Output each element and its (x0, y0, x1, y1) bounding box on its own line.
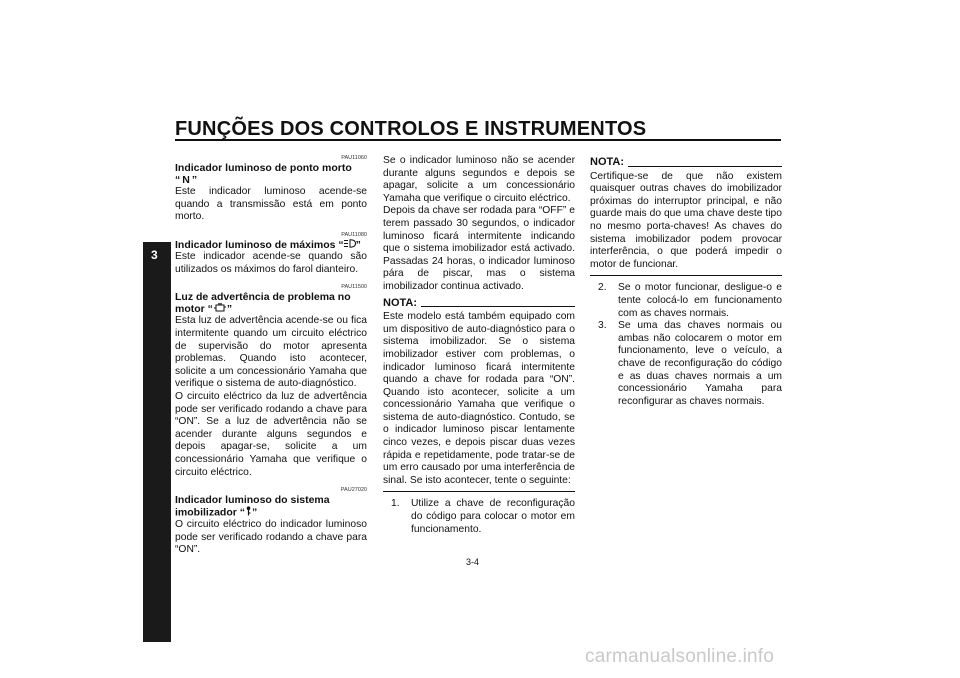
paragraph: Depois da chave ser rodada para “OFF” e terem passado 30 segundos, o indicador luminoso ficará intermitente indicando que o sistema imobilizador está activado. Passadas 24 horas, o indicador luminoso pára de piscar, mas o sistema imobilizador continua activado. (383, 205, 575, 292)
nota-end-rule (590, 275, 782, 276)
section-heading-engine-warning: Luz de advertência de problema no motor “ ” (175, 291, 351, 316)
section-code: PAU11080 (341, 231, 367, 238)
engine-warning-icon (213, 303, 227, 315)
chapter-tab-number: 3 (151, 248, 158, 262)
section-code: PAU11500 (341, 284, 367, 291)
column-3 (590, 153, 782, 408)
watermark: carmanualsonline.info (585, 646, 775, 667)
section-code: PAU11060 (341, 155, 367, 161)
paragraph: Esta luz de advertência acende-se ou fica intermitente quando um circuito eléctrico de supervisão do motor apresenta problemas. Quando isto acontecer, solicite a um concessionário Yamaha que verifique o sistema de auto-diagnóstico. (175, 315, 367, 390)
page-number: 3-4 (466, 557, 480, 567)
column-2 (383, 155, 575, 536)
nota-body: Certifique-se de que não existem quaisquer outras chaves do imobilizador próximas do interruptor principal, e não guarde mais do que uma chave deste tipo no mesmo porta-chaves! As chaves do sistema imobilizador podem provocar interferência, o que poderá impedir o motor de funcionar. (590, 170, 782, 270)
section-heading-high-beam: Indicador luminoso de máximos “ ” (175, 238, 361, 251)
nota-body: Este modelo está também equipado com um dispositivo de auto-diagnóstico para o sistema imobilizador. Se o sistema imobilizador estiver com problemas, o indicador luminoso ficará intermitente quando a chave for rodada para “ON”. Quando isto acontecer, solicite a um concessionário Yamaha que verifique o sistema de auto-diagnóstico. Contudo, se o indicador luminoso piscar lentamente cinco vezes, e depois piscar duas vezes rápida e repetidamente, pode tratar-se de um erro causado por uma interferência de sinal. Se isto acontecer, tente o seguinte: (383, 311, 575, 486)
list-item: 2. Se o motor funcionar, desligue-o e tente colocá-lo em funcionamento com as chaves normais. (598, 282, 782, 319)
paragraph: Este indicador luminoso acende-se quando a transmissão está em ponto morto. (175, 186, 367, 223)
paragraph: O circuito eléctrico do indicador luminoso pode ser verificado rodando a chave para “ON”. (175, 519, 367, 556)
nota-heading: NOTA: (590, 156, 782, 169)
section-heading-immobilizer: Indicador luminoso do sistema imobilizador “ ” (175, 494, 330, 519)
paragraph: Se o indicador luminoso não se acender durante alguns segundos e depois se apagar, solicite a um concessionário Yamaha que verifique o circuito eléctrico. (383, 155, 575, 204)
paragraph: Este indicador acende-se quando são utilizados os máximos do farol dianteiro. (175, 251, 367, 275)
section-code: PAU27020 (340, 487, 367, 494)
paragraph: O circuito eléctrico da luz de advertência pode ser verificado rodando a chave para “ON”. Se a luz de advertência não se acender durante alguns segundos e depois apagar-se, solicite a um concessionário Yamaha que verifique o circuito eléctrico. (175, 390, 367, 478)
nota-heading: NOTA: (383, 297, 575, 310)
high-beam-icon (344, 239, 356, 251)
list-item: 1. Utilize a chave de reconfiguração do código para colocar o motor em funcionamento. (391, 498, 575, 535)
chapter-tab (143, 242, 171, 642)
section-heading-neutral: Indicador luminoso de ponto morto “ N ” (175, 162, 352, 186)
page-title: FUNÇÕES DOS CONTROLOS E INSTRUMENTOS (175, 118, 647, 140)
title-rule (175, 139, 781, 141)
list-item: 3. Se uma das chaves normais ou ambas não colocarem o motor em funcionamento, leve o veículo, a chave de reconfiguração do código e as duas chaves normais a um concessionário Yamaha para reconfigurar as chaves normais. (598, 320, 782, 407)
neutral-symbol: N (182, 174, 190, 186)
immobilizer-key-icon (245, 506, 252, 519)
column-1 (175, 153, 367, 557)
nota-end-rule (383, 491, 575, 492)
